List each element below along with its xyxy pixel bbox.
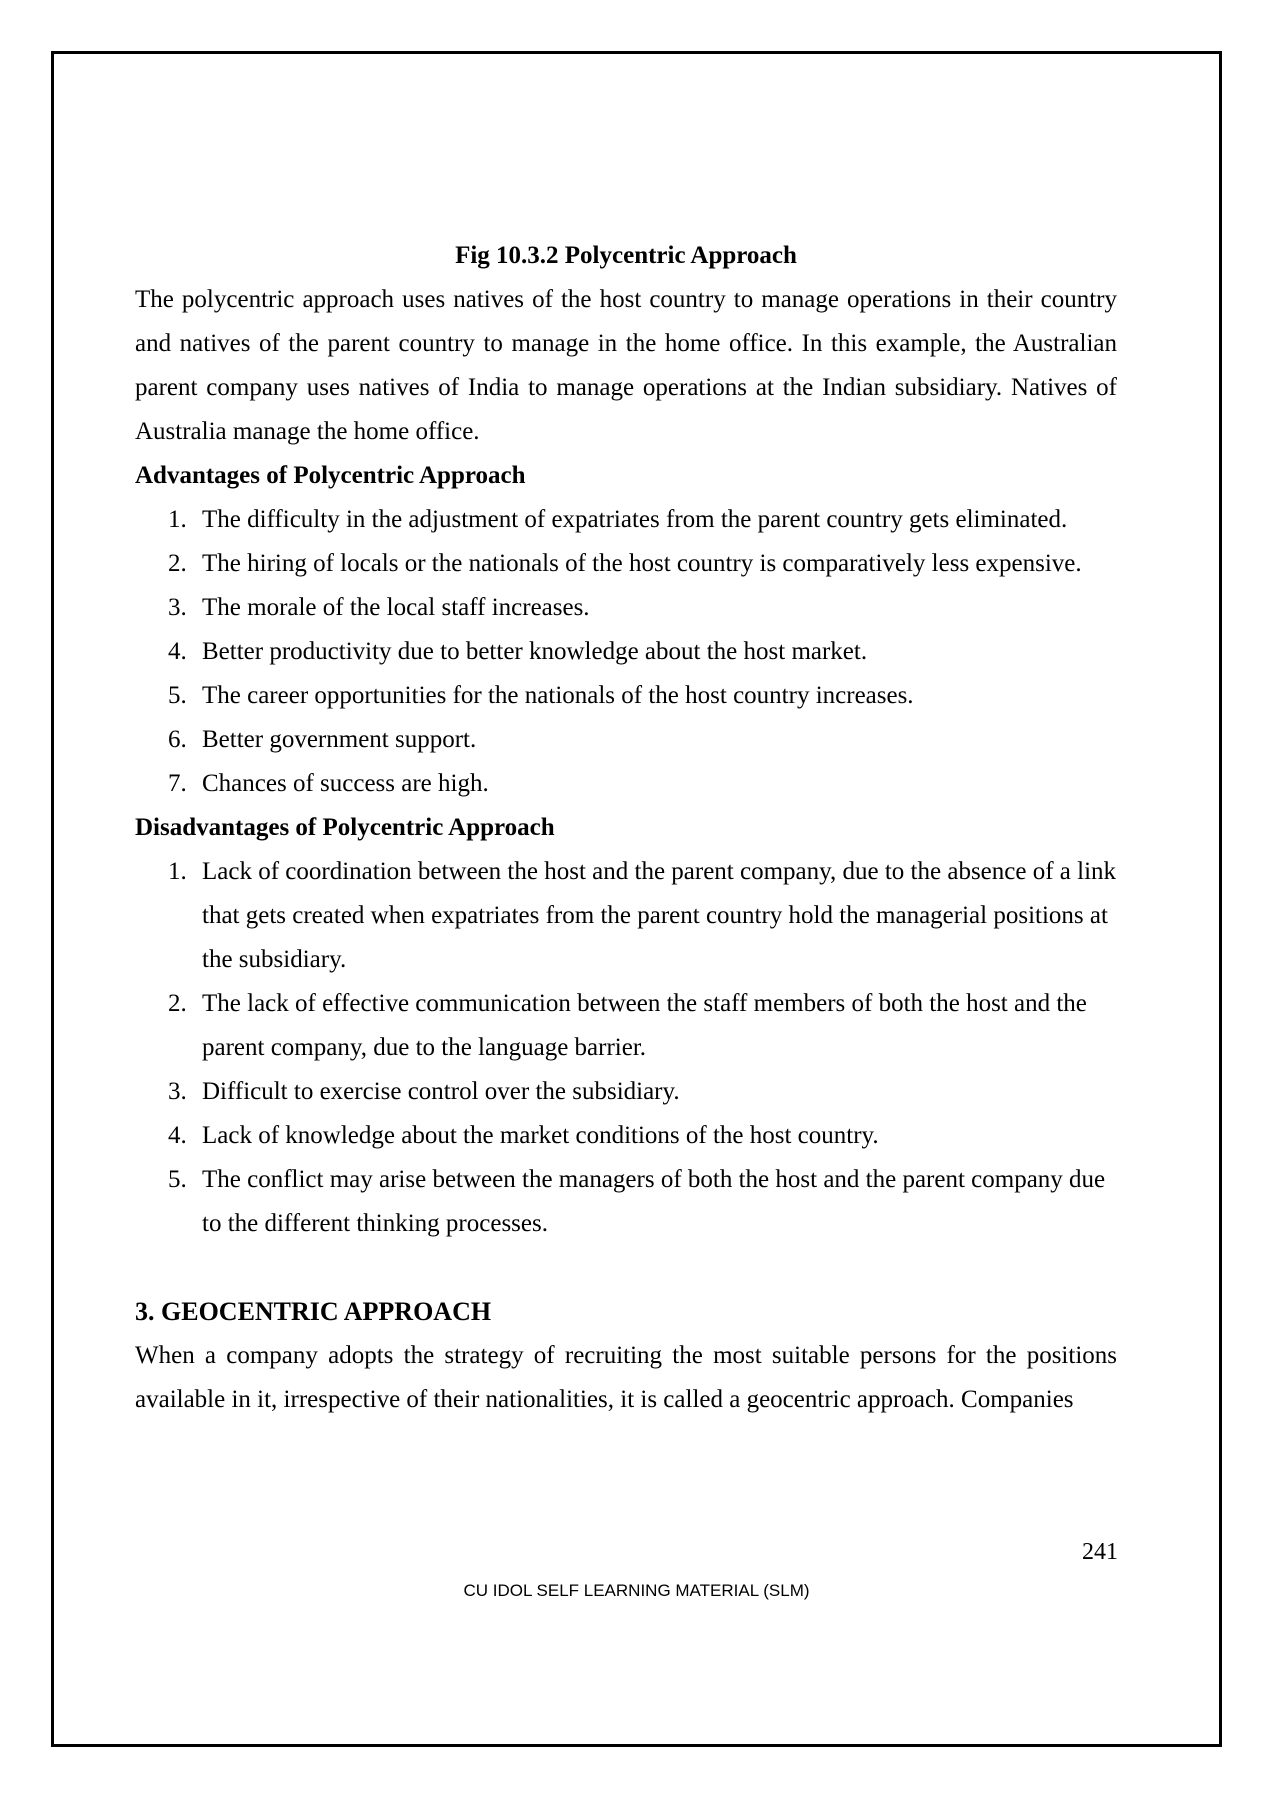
intro-paragraph: The polycentric approach uses natives of the host country to manage operations in their country and natives of the parent country to manage in the home office. In this example, the Australian parent company uses natives of India to manage operations at the Indian subsidiary. Natives of Australia manage the home office. [135,286,1117,445]
list-item-text: The lack of effective communication between the staff members of both the host and the parent company, due to the language barrier. [202,990,1087,1061]
list-item-text: The difficulty in the adjustment of expatriates from the parent country gets eliminated. [202,506,1068,533]
list-item-text: The conflict may arise between the managers of both the host and the parent company due to the different thinking processes. [202,1166,1106,1237]
list-item-number: 5. [168,682,187,709]
list-item [135,1114,1117,1158]
page-content [135,234,1117,1422]
list-item-text: Lack of knowledge about the market conditions of the host country. [202,1122,879,1149]
list-item-text: Better productivity due to better knowledge about the host market. [202,638,868,665]
list-item-number: 4. [168,1122,187,1149]
list-item-text: Better government support. [202,726,477,753]
list-item [135,762,1117,806]
list-item-text: The morale of the local staff increases. [202,594,590,621]
list-item [135,630,1117,674]
disadvantages-list [135,850,1117,1246]
page-number: 241 [1082,1539,1118,1565]
geocentric-section [135,1290,1117,1422]
list-item-number: 5. [168,1166,187,1193]
list-item-number: 4. [168,638,187,665]
list-item-text: Difficult to exercise control over the subsidiary. [202,1078,680,1105]
footer-text: CU IDOL SELF LEARNING MATERIAL (SLM) [463,1581,810,1600]
list-item [135,1070,1117,1114]
list-item-number: 1. [168,858,187,885]
list-item-number: 2. [168,990,187,1017]
figure-caption: Fig 10.3.2 Polycentric Approach [455,242,797,269]
list-item-number: 7. [168,770,187,797]
list-item [135,674,1117,718]
geocentric-paragraph: When a company adopts the strategy of recruiting the most suitable persons for the positions available in it, irrespective of their nationalities, it is called a geocentric approach. Companies [135,1342,1117,1413]
list-item [135,718,1117,762]
list-item [135,586,1117,630]
list-item-number: 2. [168,550,187,577]
list-item-number: 6. [168,726,187,753]
advantages-heading: Advantages of Polycentric Approach [135,462,526,489]
list-item [135,850,1117,982]
list-item [135,498,1117,542]
list-item-text: The hiring of locals or the nationals of the host country is comparatively less expensive. [202,550,1082,577]
advantages-list [135,498,1117,806]
list-item-text: The career opportunities for the nationals of the host country increases. [202,682,914,709]
list-item [135,542,1117,586]
disadvantages-heading: Disadvantages of Polycentric Approach [135,814,555,841]
list-item [135,982,1117,1070]
list-item-text: Lack of coordination between the host and the parent company, due to the absence of a link that gets created when expatriates from the parent country hold the managerial positions at the subsidiary. [202,858,1117,973]
list-item-text: Chances of success are high. [202,770,489,797]
list-item [135,1158,1117,1246]
list-item-number: 3. [168,594,187,621]
geocentric-heading: 3. GEOCENTRIC APPROACH [135,1297,492,1326]
list-item-number: 3. [168,1078,187,1105]
list-item-number: 1. [168,506,187,533]
